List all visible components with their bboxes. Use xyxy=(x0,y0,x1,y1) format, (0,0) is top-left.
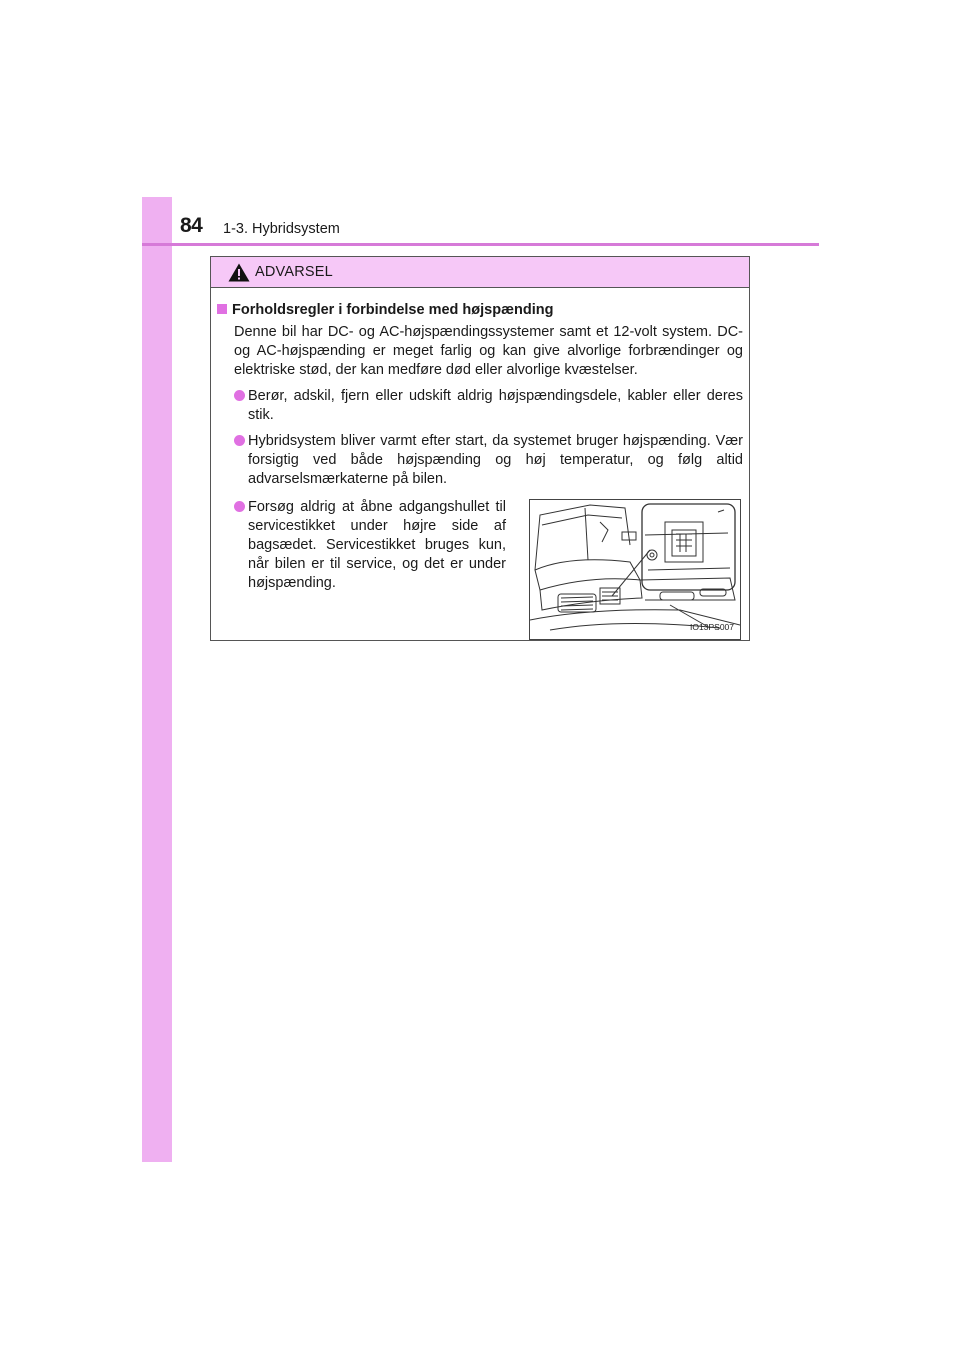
warning-bullet-3 xyxy=(234,498,506,593)
warning-subhead xyxy=(217,301,743,320)
warning-subhead-text: Forholdsregler i forbindelse med højspænding xyxy=(232,302,554,318)
bullet-dot-icon xyxy=(234,435,245,446)
header-rule xyxy=(142,243,819,246)
section-title: 1-3. Hybridsystem xyxy=(223,221,340,237)
figure-code: IO13PS007 xyxy=(690,622,734,632)
warning-body xyxy=(211,288,749,648)
warning-intro: Denne bil har DC- og AC-højspændingssystemer samt et 12-volt system. DC- og AC-højspænding er meget farlig og kan give alvorlige forbrændinger og elektriske stød, der kan medføre død eller alvorlige kvæstelser. xyxy=(234,324,743,378)
warning-bullet-text: Hybridsystem bliver varmt efter start, da systemet bruger højspænding. Vær forsigtig ved både højspænding og høj temperatur, og følg altid advarselsmærkaterne på bilen. xyxy=(248,433,743,487)
chapter-side-tab xyxy=(142,197,172,1162)
warning-header xyxy=(211,257,749,288)
warning-bullet-text: Forsøg aldrig at åbne adgangshullet til servicestikket under højre side af bagsædet. Servicestikket bruges kun, når bilen er til service, og det er under højspænding. xyxy=(248,499,506,591)
warning-triangle-icon xyxy=(228,263,250,282)
warning-bullet-row xyxy=(217,498,743,648)
bullet-dot-icon xyxy=(234,501,245,512)
warning-label: ADVARSEL xyxy=(255,264,333,280)
warning-bullet-text: Berør, adskil, fjern eller udskift aldrig højspændingsdele, kabler eller deres stik. xyxy=(248,388,743,423)
bullet-dot-icon xyxy=(234,390,245,401)
warning-bullet-2 xyxy=(234,432,743,489)
warning-box xyxy=(210,256,750,641)
square-bullet-icon xyxy=(217,304,227,314)
warning-bullet-1 xyxy=(234,387,743,425)
service-plug-illustration xyxy=(529,499,741,640)
page-number: 84 xyxy=(180,214,203,237)
